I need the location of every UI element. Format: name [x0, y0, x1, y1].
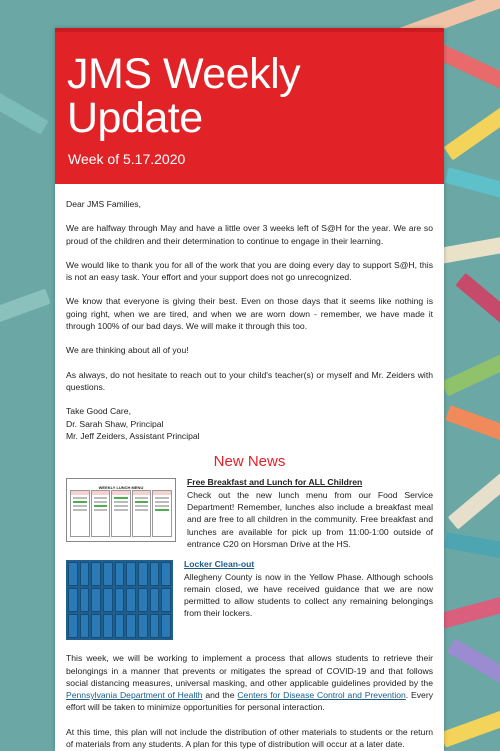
letter-paragraph: As always, do not hesitate to reach out to your child's teacher(s) or myself and Mr. Zeiders with questions. [66, 369, 433, 392]
news-body-lunch: Check out the new lunch menu from our Food Service Department! Remember, lunches also include a breakfast meal and are free to all children in the community. Free breakfast and lunches are available for pick up from 11:00-1:00 outside of entrance C20 on Horsman Drive at the HS. [187, 489, 433, 549]
newsletter-subtitle: Week of 5.17.2020 [68, 151, 186, 167]
newsletter-card [55, 28, 444, 751]
letter-paragraph: We would like to thank you for all of the work that you are doing every day to support S@H, this is not an easy task. Your effort and your support does not go unrecognized. [66, 259, 433, 283]
news-item-locker [66, 558, 433, 640]
paragraph-text: . Every effort will be taken to minimize opportunities for personal interaction. [66, 690, 433, 713]
newsletter-body [55, 184, 444, 750]
news-locker-paragraph-2 [66, 652, 433, 713]
signature-block [66, 405, 433, 442]
paragraph-text: This week, we will be working to implement a process that allows students to retrieve their belongings in a manner that prevents or mitigates the spread of COVID-19 and that follows social distancing measures, universal masking, and other applicable guidelines provided by the [66, 653, 433, 688]
letter-paragraph: We are halfway through May and have a little over 3 weeks left of S@H for the year. We are so proud of the children and their determination to continue to engage in their learning. [66, 223, 433, 246]
signer-assistant-principal: Mr. Jeff Zeiders, Assistant Principal [66, 430, 200, 441]
lunch-menu-image-caption: WEEKLY LUNCH MENU [98, 485, 144, 491]
news-heading-locker[interactable]: Locker Clean-out [184, 559, 255, 570]
link-cdc[interactable]: Centers for Disease Control and Prevention [237, 690, 406, 701]
news-body-locker: Allegheny County is now in the Yellow Phase. Although schools remain closed, we have received guidance that we are now permitted to allow students to collect any remaining belongings from their lockers. [184, 571, 433, 619]
letter-paragraph: We are thinking about all of you! [66, 345, 189, 356]
lunch-menu-image[interactable] [66, 478, 176, 542]
signoff: Take Good Care, [66, 406, 131, 417]
news-heading-lunch: Free Breakfast and Lunch for ALL Children [187, 477, 363, 488]
locker-image[interactable] [66, 560, 173, 640]
news-item-locker-text [184, 558, 433, 640]
section-title-new-news: New News [213, 453, 286, 471]
news-item-lunch-text [187, 476, 433, 550]
paragraph-text: and the [202, 690, 238, 701]
newsletter-title: JMS Weekly Update [67, 50, 301, 142]
news-locker-continued [66, 652, 433, 750]
link-pa-health[interactable]: Pennsylvania Department of Health [66, 690, 203, 701]
letter-paragraph: We know that everyone is giving their best. Even on those days that it seems like nothing is going right, when we are tired, and when we are worn down - remember, we have made it through 100% of our bad days. We will make it through this too. [66, 296, 433, 332]
signer-principal: Dr. Sarah Shaw, Principal [66, 418, 164, 429]
greeting: Dear JMS Families, [66, 199, 141, 209]
news-section [66, 476, 433, 750]
news-item-lunch [66, 476, 433, 550]
news-locker-paragraph-3: At this time, this plan will not include the distribution of other materials to students or the return of materials from any students. A plan for this type of distribution will occur at a later date. [66, 726, 433, 750]
header-banner [55, 28, 444, 184]
